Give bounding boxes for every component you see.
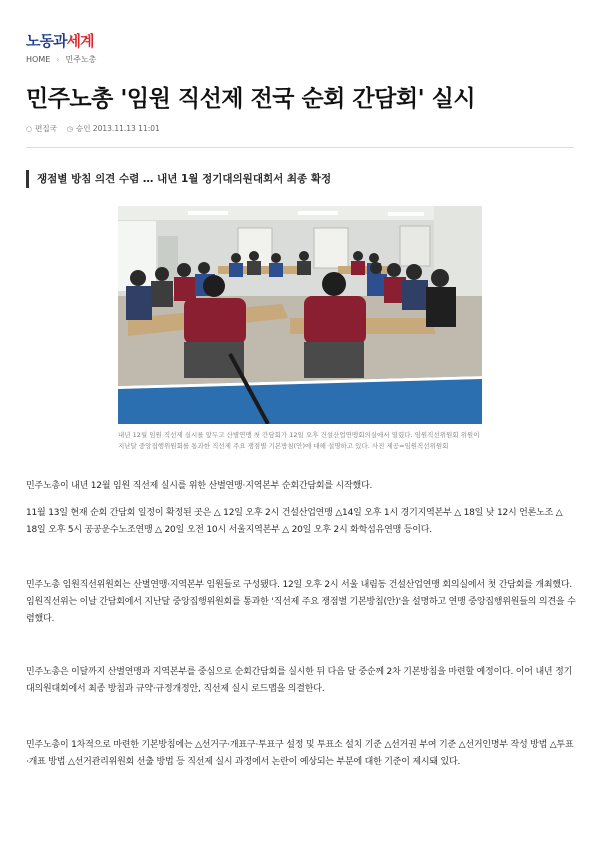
article-subheading: 쟁점별 방침 의견 수렴 … 내년 1월 정기대의원대회서 최종 확정 (26, 170, 331, 188)
breadcrumb-home[interactable]: HOME (26, 55, 51, 64)
paragraph-4: 민주노총은 이달까지 산별연맹과 지역본부를 중심으로 순회간담회를 실시한 뒤 다음 달 중순께 2차 기본방침을 마련할 예정이다. 이어 내년 정기대의원대회에서 최종 방침과 규약·규정개정안, 직선제 실시 로드맵을 의결한다. (26, 667, 573, 694)
publish-date-text: 승인 2013.11.13 11:01 (75, 124, 160, 133)
photo-caption: 내년 12월 임원 직선제 실시를 앞두고 산별연맹 첫 간담회가 12일 오후 건설산업연맹회의실에서 열렸다. 임원직선위원회 위원이 지난달 중앙집행위원회를 통과한 직선제 주요 쟁점별 기본방침(안)에 대해 설명하고 있다. 사진 제공=임원직선위원회 (118, 431, 480, 450)
logo-main-text: 노동과 (26, 32, 67, 50)
site-logo[interactable] (26, 30, 93, 51)
meeting-photo-illustration (118, 206, 482, 424)
publish-date (67, 123, 160, 134)
breadcrumb (26, 54, 96, 65)
article-meta (26, 123, 160, 134)
chevron-right-icon: › (56, 55, 60, 64)
paragraph-2: 11월 13일 현재 순회 간담회 일정이 확정된 곳은 △ 12일 오후 2시 건설산업연맹 △14일 오후 1시 경기지역본부 △ 18일 낮 12시 언론노조 △ 18일 오후 5시 공공운수노조연맹 △ 20일 오전 10시 서울지역본부 △ 20일 오후 2시 화학섬유연맹 등이다. (26, 508, 563, 535)
paragraph-5: 민주노총이 1차적으로 마련한 기본방침에는 △선거구·개표구·투표구 설정 및 투표소 설치 기준 △선거권 부여 기준 △선거인명부 작성 방법 △투표·개표 방법 △선거관리위원회 선출 방법 등 직선제 실시 과정에서 논란이 예상되는 부분에 대한 기준이 제시돼 있다. (26, 740, 574, 767)
user-icon: ○ (26, 125, 33, 133)
author-name: 편집국 (35, 124, 57, 133)
logo-accent-text: 세계 (66, 32, 94, 50)
meeting-photo (118, 206, 482, 424)
clock-icon: ◷ (66, 125, 73, 133)
author (26, 123, 57, 134)
breadcrumb-section[interactable]: 민주노총 (65, 55, 97, 64)
paragraph-3: 민주노총 임원직선위원회는 산별연맹·지역본부 임원들로 구성됐다. 12일 오후 2시 서울 내림동 건설산업연맹 회의실에서 첫 간담회를 개최했다. 임원직선위는 이날 간담회에서 지난달 중앙집행위원회를 통과한 '직선제 주요 쟁점별 기본방침(안)'을 설명하고 연맹 중앙집행위원들의 의견을 수렴했다. (26, 580, 576, 624)
article-title: 민주노총 '임원 직선제 전국 순회 간담회' 실시 (26, 86, 476, 112)
divider (26, 147, 574, 148)
paragraph-1: 민주노총이 내년 12월 임원 직선제 실시를 위한 산별연맹·지역본부 순회간담회를 시작했다. (26, 481, 373, 491)
